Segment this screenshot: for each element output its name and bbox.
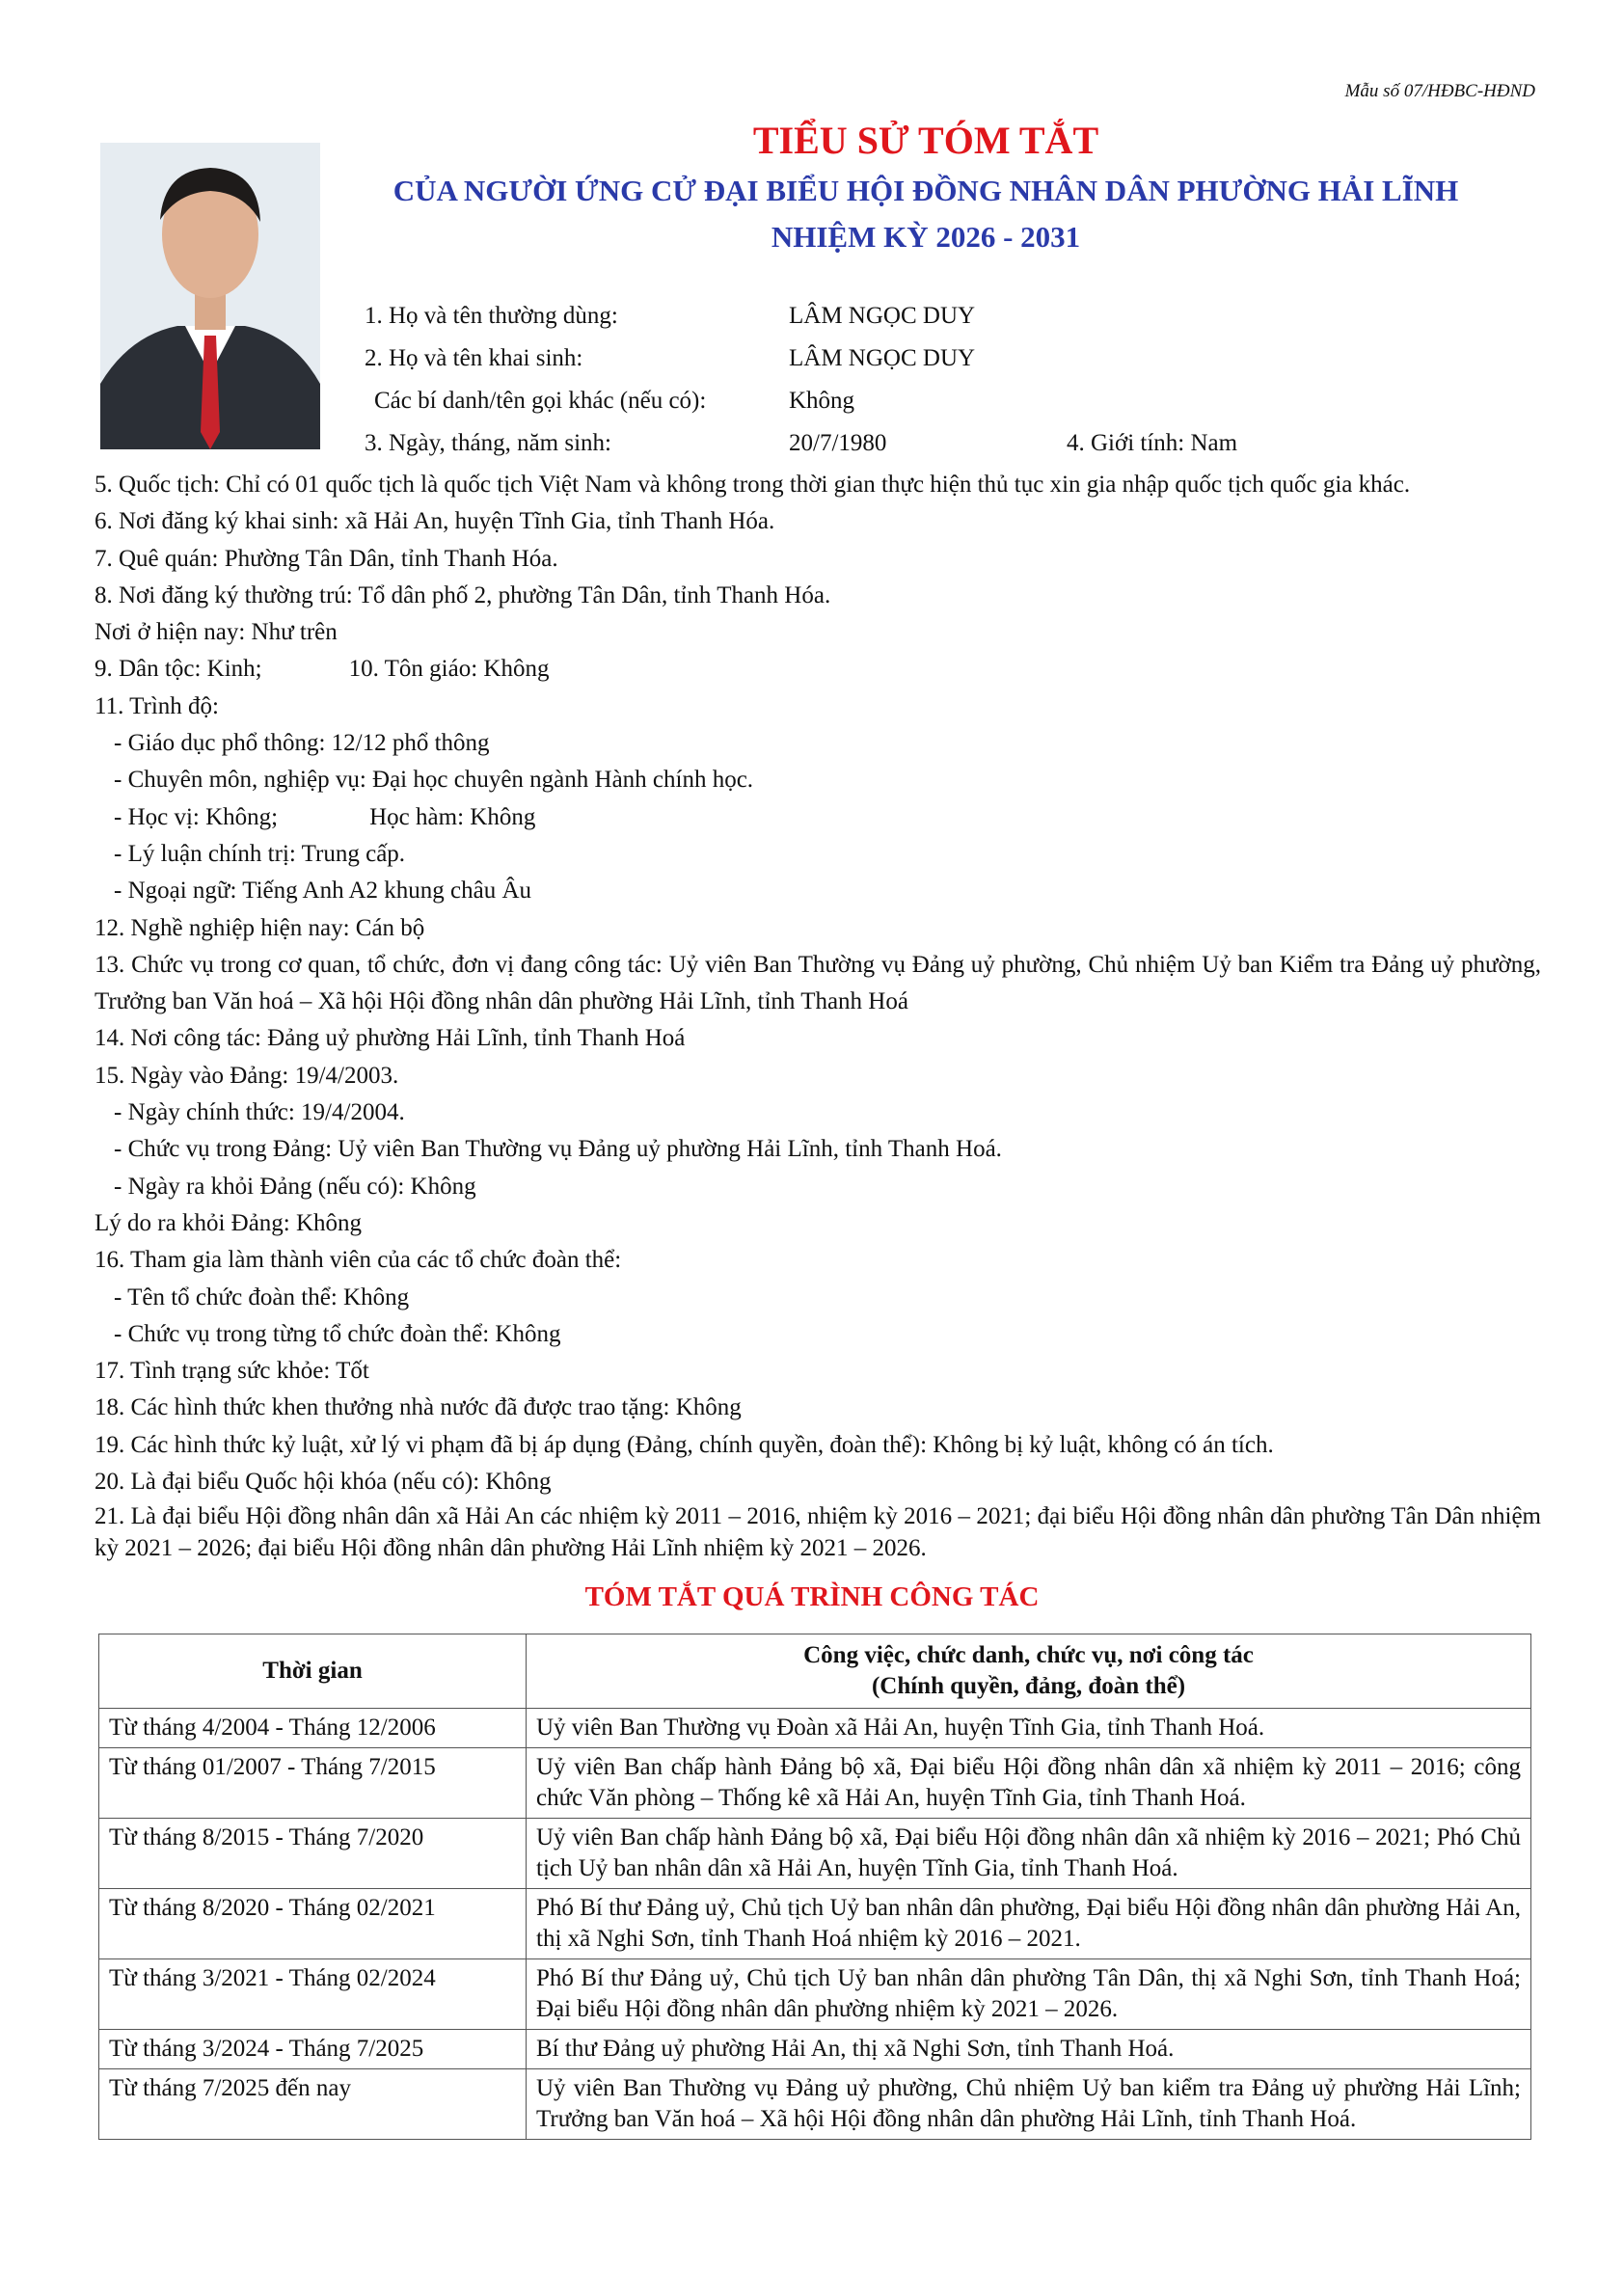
- header-work-line1: Công việc, chức danh, chức vụ, nơi công tác: [803, 1642, 1254, 1668]
- health-line: 17. Tình trạng sức khỏe: Tốt: [95, 1358, 369, 1385]
- table-row: [99, 1748, 1531, 1819]
- common-name-label: 1. Họ và tên thường dùng:: [365, 303, 618, 329]
- row-work: Bí thư Đảng uỷ phường Hải An, thị xã Nghi Sơn, tỉnh Thanh Hoá.: [527, 2030, 1531, 2069]
- gender-value: 4. Giới tính: Nam: [1067, 430, 1238, 456]
- current-residence-line: Nơi ở hiện nay: Như trên: [95, 619, 338, 646]
- candidate-photo: [100, 143, 320, 449]
- header-time: Thời gian: [99, 1634, 527, 1709]
- party-exit-reason-line: Lý do ra khỏi Đảng: Không: [95, 1209, 363, 1236]
- row-time: Từ tháng 01/2007 - Tháng 7/2015: [99, 1748, 527, 1819]
- council-history-line: 21. Là đại biểu Hội đồng nhân dân xã Hải An các nhiệm kỳ 2011 – 2016, nhiệm kỳ 2016 – 2021; đại biểu Hội đồng nhân dân phường Tân Dân nhiệm kỳ 2021 – 2026; đại biểu Hội đồng nhân dân phường Hải Lĩnh nhiệm kỳ 2021 – 2026.: [95, 1503, 1541, 1562]
- row-work: Uỷ viên Ban chấp hành Đảng bộ xã, Đại biểu Hội đồng nhân dân xã nhiệm kỳ 2011 – 2016; công chức Văn phòng – Thống kê xã Hải An, huyện Tĩnh Gia, tỉnh Thanh Hoá.: [527, 1748, 1531, 1819]
- table-row: [99, 1709, 1531, 1748]
- row-time: Từ tháng 8/2015 - Tháng 7/2020: [99, 1819, 527, 1889]
- awards-line: 18. Các hình thức khen thưởng nhà nước đã được trao tặng: Không: [95, 1394, 742, 1421]
- header-work-line2: (Chính quyền, đảng, đoàn thể): [871, 1673, 1186, 1699]
- table-row: [99, 1889, 1531, 1959]
- ethnicity-religion-line: [95, 651, 1541, 688]
- position-line: 13. Chức vụ trong cơ quan, tổ chức, đơn vị đang công tác: Uỷ viên Ban Thường vụ Đảng uỷ phường, Chủ nhiệm Uỷ ban Kiểm tra Đảng uỷ phường, Trưởng ban Văn hoá – Xã hội Hội đồng nhân dân phường Hải Lĩnh, tỉnh Thanh Hoá: [95, 951, 1541, 1015]
- table-row: [99, 2069, 1531, 2140]
- workplace-line: 14. Nơi công tác: Đảng uỷ phường Hải Lĩnh, tỉnh Thanh Hoá: [95, 1025, 686, 1052]
- birth-name-value: LÂM NGỌC DUY: [789, 345, 976, 371]
- table-row: [99, 2030, 1531, 2069]
- dob-value: 20/7/1980: [789, 430, 887, 456]
- party-exit-line: - Ngày ra khỏi Đảng (nếu có): Không: [114, 1173, 476, 1200]
- occupation-line: 12. Nghề nghiệp hiện nay: Cán bộ: [95, 914, 425, 941]
- education-heading: 11. Trình độ:: [95, 692, 219, 719]
- foreign-language-line: - Ngoại ngữ: Tiếng Anh A2 khung châu Âu: [114, 878, 531, 905]
- degree-line: [95, 799, 1541, 836]
- degree-text: - Học vị: Không;: [114, 803, 279, 830]
- row-time: Từ tháng 7/2025 đến nay: [99, 2069, 527, 2140]
- professional-line: - Chuyên môn, nghiệp vụ: Đại học chuyên ngành Hành chính học.: [114, 767, 754, 794]
- header-work: [527, 1634, 1531, 1709]
- party-join-line: 15. Ngày vào Đảng: 19/4/2003.: [95, 1062, 399, 1089]
- document-term: NHIỆM KỲ 2026 - 2031: [771, 220, 1081, 254]
- form-code: Mẫu số 07/HĐBC-HĐND: [1344, 81, 1535, 101]
- academic-title-text: Học hàm: Không: [369, 803, 536, 830]
- row-time: Từ tháng 3/2021 - Tháng 02/2024: [99, 1959, 527, 2030]
- row-work: Uỷ viên Ban Thường vụ Đoàn xã Hải An, huyện Tĩnh Gia, tỉnh Thanh Hoá.: [527, 1709, 1531, 1748]
- biography-details: [95, 467, 1541, 1564]
- common-name-value: LÂM NGỌC DUY: [789, 303, 976, 329]
- organizations-heading: 16. Tham gia làm thành viên của các tổ chức đoàn thể:: [95, 1247, 622, 1274]
- dob-label: 3. Ngày, tháng, năm sinh:: [365, 430, 611, 456]
- row-time: Từ tháng 4/2004 - Tháng 12/2006: [99, 1709, 527, 1748]
- national-assembly-line: 20. Là đại biểu Quốc hội khóa (nếu có): Không: [95, 1469, 552, 1496]
- ethnicity-text: 9. Dân tộc: Kinh;: [95, 656, 262, 683]
- organization-position-line: - Chức vụ trong từng tổ chức đoàn thể: Không: [114, 1320, 561, 1347]
- alias-value: Không: [789, 388, 855, 414]
- discipline-line: 19. Các hình thức kỷ luật, xử lý vi phạm đã bị áp dụng (Đảng, chính quyền, đoàn thể): Không bị kỷ luật, không có án tích.: [95, 1431, 1274, 1458]
- nationality-line: 5. Quốc tịch: Chỉ có 01 quốc tịch là quốc tịch Việt Nam và không trong thời gian thực hiện thủ tục xin gia nhập quốc tịch quốc gia khác.: [95, 472, 1411, 498]
- birth-registration-line: 6. Nơi đăng ký khai sinh: xã Hải An, huyện Tĩnh Gia, tỉnh Thanh Hóa.: [95, 508, 775, 535]
- row-time: Từ tháng 8/2020 - Tháng 02/2021: [99, 1889, 527, 1959]
- document-title: TIỂU SỬ TÓM TẮT: [752, 119, 1099, 162]
- work-history-title: TÓM TẮT QUÁ TRÌNH CÔNG TÁC: [584, 1581, 1040, 1612]
- religion-text: 10. Tôn giáo: Không: [348, 656, 550, 683]
- party-position-line: - Chức vụ trong Đảng: Uỷ viên Ban Thường vụ Đảng uỷ phường Hải Lĩnh, tỉnh Thanh Hoá.: [114, 1136, 1002, 1163]
- general-education-line: - Giáo dục phổ thông: 12/12 phổ thông: [114, 730, 490, 757]
- row-work: Uỷ viên Ban Thường vụ Đảng uỷ phường, Chủ nhiệm Uỷ ban kiểm tra Đảng uỷ phường Hải Lĩnh; Trưởng ban Văn hoá – Xã hội Hội đồng nhân dân phường Hải Lĩnh, tỉnh Thanh Hoá.: [527, 2069, 1531, 2140]
- alias-label: Các bí danh/tên gọi khác (nếu có):: [374, 388, 707, 414]
- row-work: Uỷ viên Ban chấp hành Đảng bộ xã, Đại biểu Hội đồng nhân dân xã nhiệm kỳ 2016 – 2021; Phó Chủ tịch Uỷ ban nhân dân xã Hải An, huyện Tĩnh Gia, tỉnh Thanh Hoá.: [527, 1819, 1531, 1889]
- organization-name-line: - Tên tổ chức đoàn thể: Không: [114, 1283, 410, 1310]
- birth-name-label: 2. Họ và tên khai sinh:: [365, 345, 583, 371]
- party-official-line: - Ngày chính thức: 19/4/2004.: [114, 1099, 405, 1126]
- permanent-residence-line: 8. Nơi đăng ký thường trú: Tổ dân phố 2, phường Tân Dân, tỉnh Thanh Hóa.: [95, 581, 831, 608]
- hometown-line: 7. Quê quán: Phường Tân Dân, tỉnh Thanh Hóa.: [95, 545, 558, 572]
- table-row: [99, 1819, 1531, 1889]
- row-time: Từ tháng 3/2024 - Tháng 7/2025: [99, 2030, 527, 2069]
- document-subtitle: CỦA NGƯỜI ỨNG CỬ ĐẠI BIỂU HỘI ĐỒNG NHÂN DÂN PHƯỜNG HẢI LĨNH: [392, 174, 1459, 207]
- table-row: [99, 1959, 1531, 2030]
- row-work: Phó Bí thư Đảng uỷ, Chủ tịch Uỷ ban nhân dân phường, Đại biểu Hội đồng nhân dân phường Hải An, thị xã Nghi Sơn, tỉnh Thanh Hoá nhiệm kỳ 2016 – 2021.: [527, 1889, 1531, 1959]
- work-history-table: [98, 1634, 1531, 2140]
- row-work: Phó Bí thư Đảng uỷ, Chủ tịch Uỷ ban nhân dân phường Tân Dân, thị xã Nghi Sơn, tỉnh Thanh Hoá; Đại biểu Hội đồng nhân dân phường nhiệm kỳ 2021 – 2026.: [527, 1959, 1531, 2030]
- table-header-row: [99, 1634, 1531, 1709]
- political-theory-line: - Lý luận chính trị: Trung cấp.: [114, 840, 406, 867]
